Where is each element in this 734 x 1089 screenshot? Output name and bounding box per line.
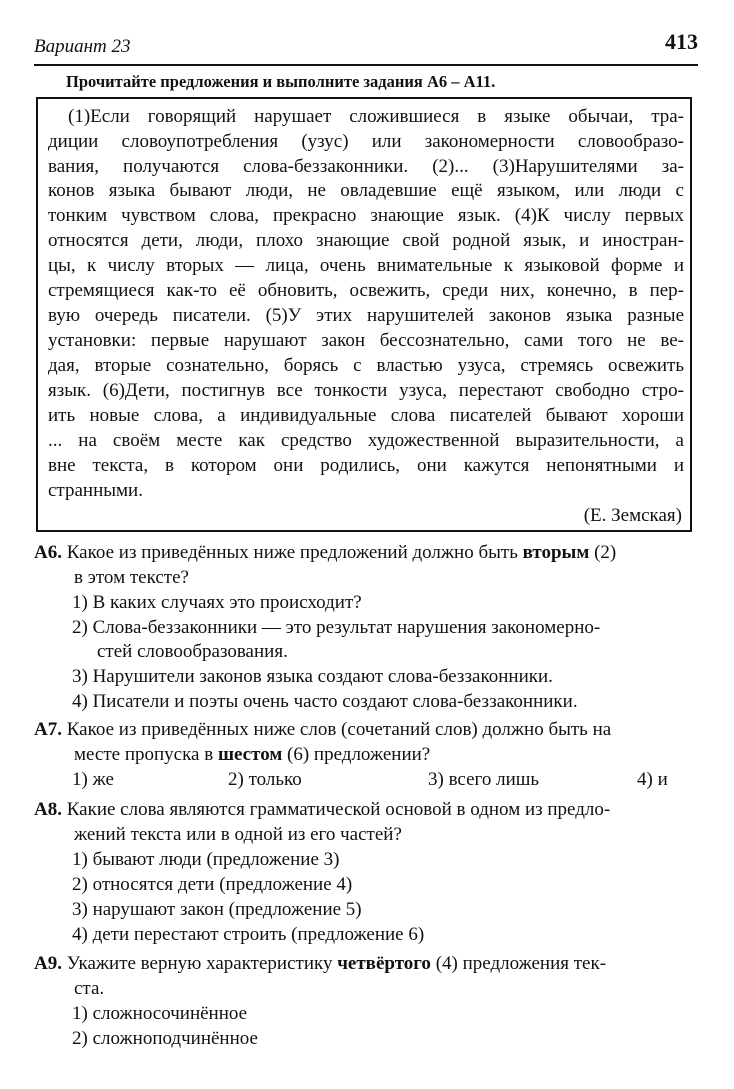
text-line: относятся дети, люди, плохо знающие свой родной язык, и иностран- — [48, 230, 684, 251]
question-text: (4) предложения тек- — [435, 953, 607, 974]
variant-label: Вариант 23 — [34, 36, 131, 57]
answer-option: 2) только — [228, 769, 302, 790]
page-number: 413 — [665, 29, 698, 54]
text-line: цы, к числу вторых — лица, очень внимательные к языковой форме и — [48, 255, 684, 276]
question-text: Какие слова являются грамматической основой в одном из предло- — [66, 799, 611, 820]
text-line: вне текста, в котором они родились, они кажутся непонятными и — [48, 455, 684, 476]
text-author: (Е. Земская) — [583, 505, 682, 526]
text-line: вую очередь писатели. (5)У этих нарушителей законов языка разные — [48, 305, 684, 326]
question-text-cont: жений текста или в одной из его частей? — [74, 824, 402, 845]
question-number: А7. — [34, 719, 62, 740]
page-header — [34, 28, 698, 66]
answer-option-cont: стей словообразования. — [97, 641, 288, 662]
text-line: странными. — [48, 480, 143, 501]
text-line: дая, вторые сознательно, борясь с властью узуса, стремясь освежить — [48, 355, 684, 376]
question-keyword: шестом — [217, 744, 283, 765]
reading-text-box — [36, 97, 692, 532]
answer-option: 3) всего лишь — [428, 769, 540, 790]
answer-option: 4) дети перестают строить (предложение 6) — [72, 924, 425, 945]
instruction-text: Прочитайте предложения и выполните задания А6 – А11. — [66, 72, 496, 91]
question-keyword: четвёртого — [337, 953, 431, 974]
question-text: (2) — [594, 542, 617, 563]
question-text: (6) предложении? — [287, 744, 431, 765]
text-line: язык. (6)Дети, постигнув все тонкости узуса, перестают свободно стро- — [48, 380, 684, 401]
answer-option: 2) Слова-беззаконники — это результат нарушения закономерно- — [72, 617, 601, 638]
question-text: Какое из приведённых ниже предложений должно быть — [66, 542, 518, 563]
question-text: Укажите верную характеристику — [66, 953, 333, 974]
text-line: ить новые слова, а индивидуальные слова писателей бывают хороши — [48, 405, 684, 426]
text-line: стремящиеся как-то её обновить, освежить, среди них, конечно, в пер- — [48, 280, 684, 301]
answer-option: 4) и — [637, 769, 668, 790]
answer-option: 2) относятся дети (предложение 4) — [72, 874, 353, 895]
text-line: диции словоупотребления (узус) или закономерности словообразо- — [48, 131, 684, 152]
question-text: месте пропуска в — [74, 744, 214, 765]
text-line: (1)Если говорящий нарушает сложившиеся в языке обычаи, тра- — [68, 106, 684, 127]
question-number: А9. — [34, 953, 62, 974]
question-a9 — [34, 954, 606, 973]
question-a8 — [34, 800, 610, 819]
text-line: ... на своём месте как средство художественной выразительности, а — [48, 430, 684, 451]
answer-option: 3) нарушают закон (предложение 5) — [72, 899, 362, 920]
question-text: Какое из приведённых ниже слов (сочетаний слов) должно быть на — [66, 719, 612, 740]
answer-option: 4) Писатели и поэты очень часто создают слова-беззаконники. — [72, 691, 578, 712]
question-keyword: вторым — [522, 542, 590, 563]
question-text-cont: ста. — [74, 978, 105, 999]
text-line: конов языка бывают люди, не овладевшие ещё языком, или люди с — [48, 180, 684, 201]
answer-option: 1) В каких случаях это происходит? — [72, 592, 362, 613]
question-text-cont — [74, 745, 430, 764]
answer-option: 1) сложносочинённое — [72, 1003, 248, 1024]
text-line: вания, получаются слова-беззаконники. (2)... (3)Нарушителями за- — [48, 156, 684, 177]
answer-option: 1) же — [72, 769, 114, 790]
text-line: тонким чувством слова, прекрасно знающие язык. (4)К числу первых — [48, 205, 684, 226]
answer-option: 2) сложноподчинённое — [72, 1028, 258, 1049]
question-number: А8. — [34, 799, 62, 820]
question-a6 — [34, 543, 616, 562]
question-number: А6. — [34, 542, 62, 563]
answer-option: 1) бывают люди (предложение 3) — [72, 849, 340, 870]
question-text-cont: в этом тексте? — [74, 567, 189, 588]
answer-option: 3) Нарушители законов языка создают слова-беззаконники. — [72, 666, 553, 687]
text-line: установки: первые нарушают закон бессознательно, сами того не ве- — [48, 330, 684, 351]
question-a7 — [34, 720, 611, 739]
